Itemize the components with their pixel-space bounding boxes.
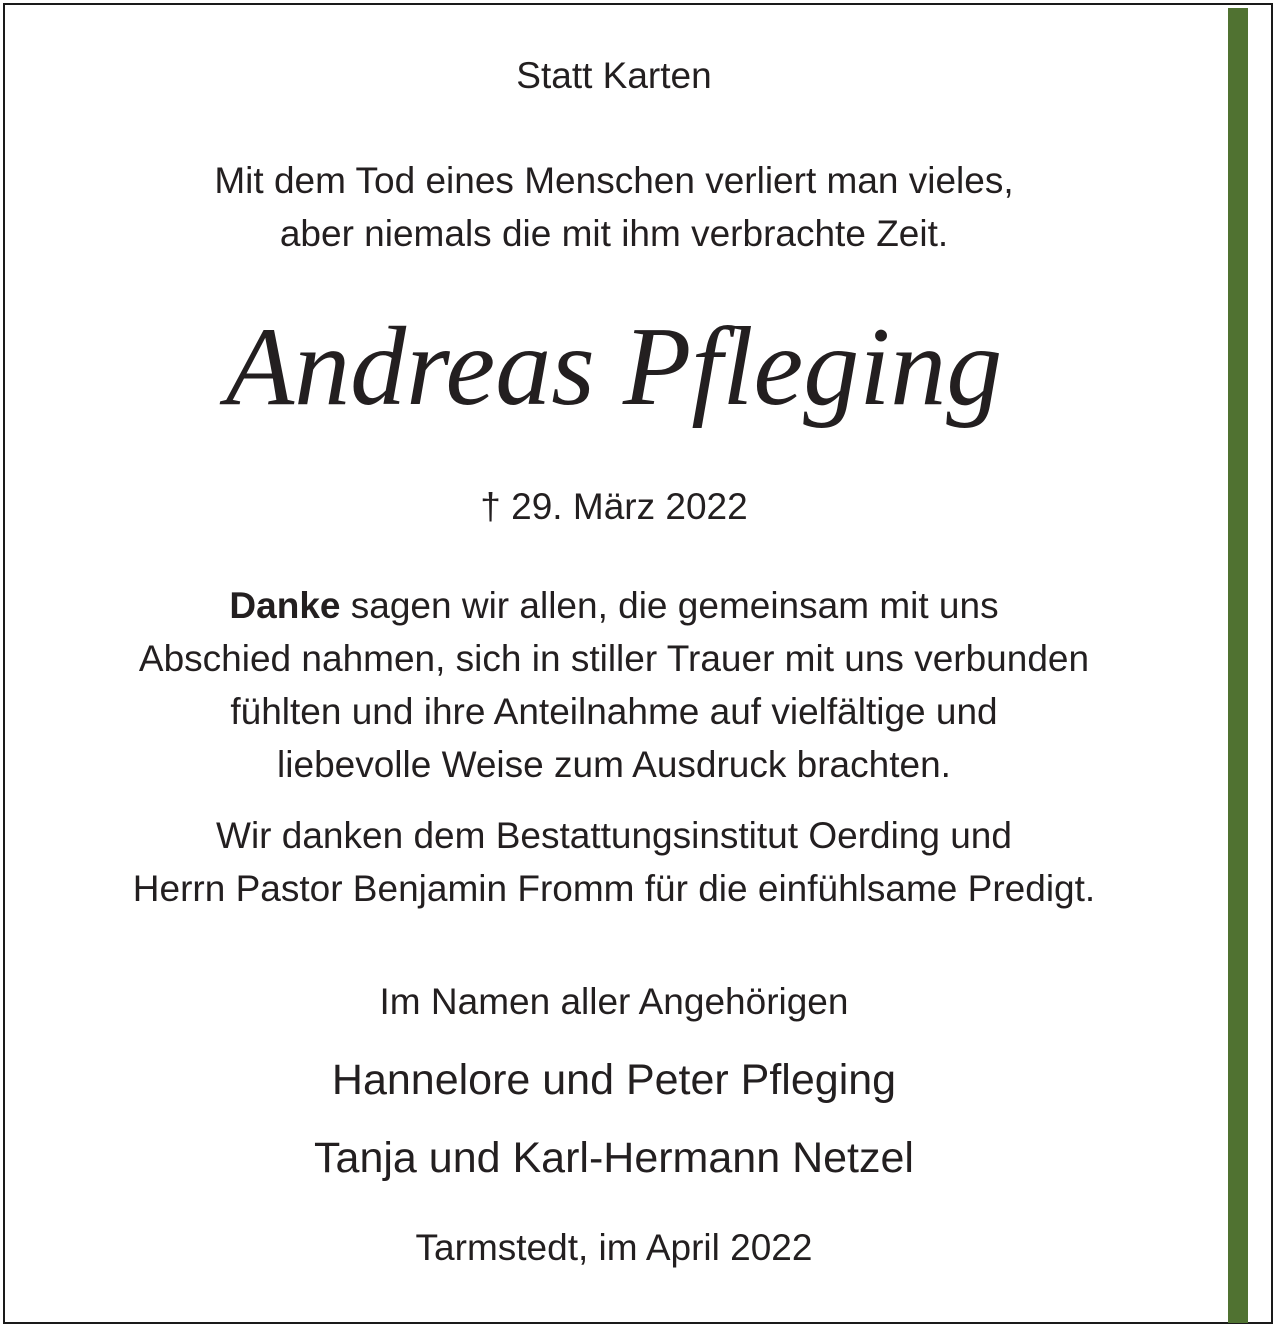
gratitude-line-2: Herrn Pastor Benjamin Fromm für die einfühlsame Predigt. <box>132 868 1096 909</box>
quote-line-1: Mit dem Tod eines Menschen verliert man vieles, <box>214 160 1014 201</box>
thanks-line-2: Abschied nahmen, sich in stiller Trauer mit uns verbunden <box>138 638 1090 679</box>
deceased-name: Andreas Pfleging <box>225 305 1003 429</box>
on-behalf-text: Im Namen aller Angehörigen <box>379 981 849 1022</box>
gratitude-line-1: Wir danken dem Bestattungsinstitut Oerding und <box>216 815 1012 856</box>
thanks-line-4: liebevolle Weise zum Ausdruck brachten. <box>277 744 951 785</box>
place-date: Tarmstedt, im April 2022 <box>415 1227 813 1268</box>
header-text: Statt Karten <box>516 55 712 96</box>
death-date: † 29. März 2022 <box>480 486 748 527</box>
family-line-2: Tanja und Karl-Hermann Netzel <box>314 1134 914 1182</box>
thanks-bold-word: Danke <box>229 585 341 626</box>
family-line-1: Hannelore und Peter Pfleging <box>331 1056 897 1104</box>
green-accent-stripe <box>1228 8 1248 1323</box>
quote-line-2: aber niemals die mit ihm verbrachte Zeit. <box>279 213 949 254</box>
thanks-line-3: fühlten und ihre Anteilnahme auf vielfältige und <box>230 691 998 732</box>
thanks-line-1-rest: sagen wir allen, die gemeinsam mit uns <box>340 585 999 626</box>
thanks-line-1 <box>0 584 1228 628</box>
